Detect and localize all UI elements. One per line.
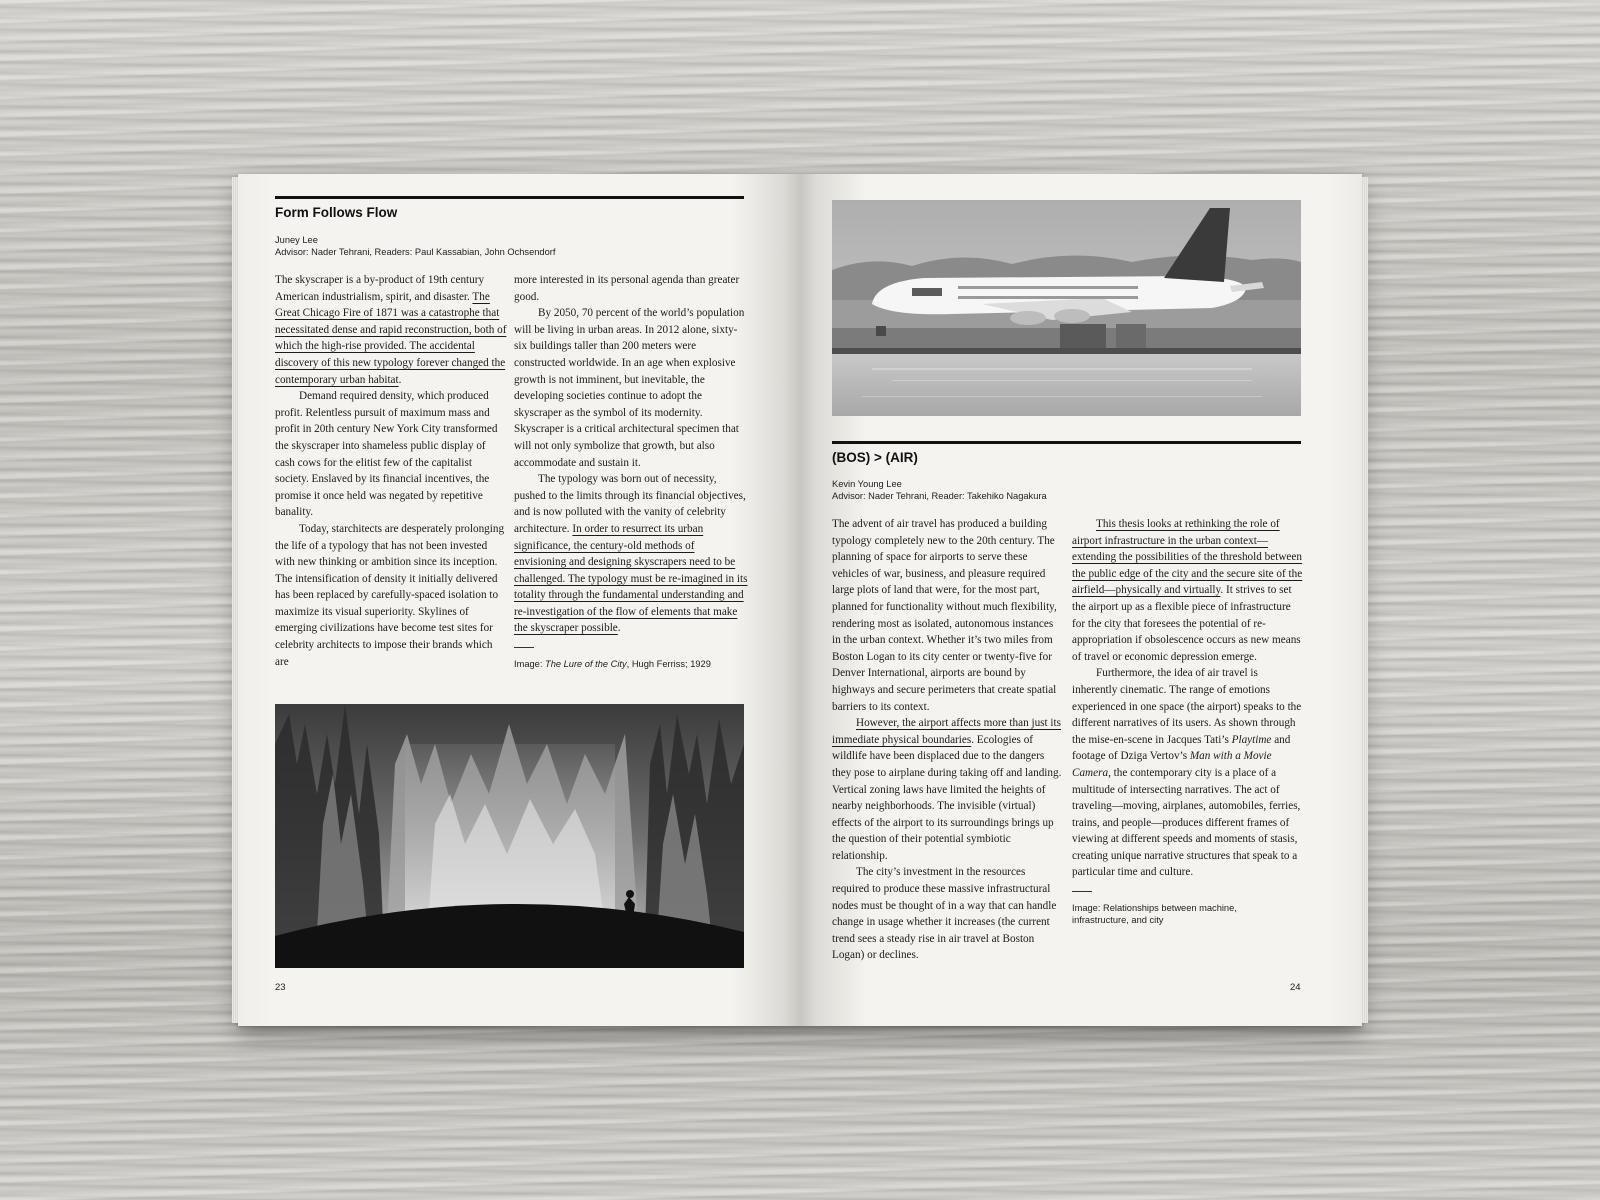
page-number: 24: [1290, 982, 1301, 993]
text-column-1: [832, 516, 1064, 964]
text-column-2: [1072, 516, 1304, 926]
page-number: 23: [275, 982, 286, 993]
underlined-text: In order to resurrect its urban significance, the century-old methods of envisioning and designing skyscrapers need to be challenged. The typology must be re-imagined in its totality through the fundamental understanding and re-investigation of the flow of elements that make the skyscraper possible: [514, 522, 748, 635]
image-caption: [1072, 902, 1304, 926]
advisor-line: Advisor: Nader Tehrani, Readers: Paul Kassabian, John Ochsendorf: [275, 247, 556, 257]
film-title: Playtime: [1231, 733, 1272, 746]
text-run: . Ecologies of wildlife have been displaced due to the dangers they pose to airplane during taking off and landing. Vertical zoning laws have limited the heights of nearby neighborhoods. The invisible (virtual) effects of the airport to its surroundings brings up the question of their potential symbiotic relationship.: [832, 733, 1062, 862]
paragraph: [1072, 665, 1304, 881]
film-title: Man with a Movie Camera: [1072, 750, 1272, 779]
paragraph: The advent of air travel has produced a building typology completely new to the 20th century. The planning of space for airports to serve these vehicles of war, business, and pleasure required large plots of land that were, for the most part, planned for functionality without much flexibility, rendering most as isolated, autonomous instances in the urban context. Whether it’s two miles from Boston Logan to its city center or twenty-five for Denver International, airports are bound by highways and secure perimeters that create spatial barriers to its context.: [832, 518, 1057, 713]
article-title: (BOS) > (AIR): [832, 450, 918, 465]
caption-work-title: The Lure of the City: [545, 659, 627, 670]
text-run: The typology was born out of necessity, pushed to the limits through its financial objectives, and is now polluted with the vanity of celebrity architecture.: [514, 473, 746, 535]
text-run: . It strives to set the airport up as a flexible piece of infrastructure for the city that foresees the potential of re-appropriation if obsolescence occurs as new means of travel or economic depression emerge.: [1072, 584, 1301, 663]
title-rule: [832, 441, 1301, 444]
paragraph: [832, 715, 1064, 864]
airport-photo: [832, 200, 1301, 416]
author-name: Juney Lee: [275, 235, 318, 245]
paragraph: The city’s investment in the resources required to produce these massive infrastructural nodes must be thought of in a way that can handle change in usage whether it increases (the current trend sees a steady rise in air travel at Boston Logan) or declines.: [832, 866, 1057, 962]
text-run: , the contemporary city is a place of a multitude of intersecting narratives. The act of traveling—moving, airplanes, automobiles, ferries, trains, and people—produces different frames of viewing at different speeds and moments of stasis, creating unique narrative structures that speak to a particular time and culture.: [1072, 766, 1301, 879]
underlined-text: The Great Chicago Fire of 1871 was a catastrophe that necessitated dense and rapid reconstruction, both of which the high-rise provided. The accidental discovery of this new typology forever changed the contemporary urban habitat: [275, 290, 507, 386]
paragraph: Today, starchitects are desperately prolonging the life of a typology that has not been invested with new thinking or ambition since its inception. The intensification of density it initially delivered has been replaced by carefully-spaced isolation to maximize its visual superiority. Skylines of emerging civilizations have become test sites for celebrity architects to impose their brands which are: [275, 522, 505, 668]
paragraph: Demand required density, which produced profit. Relentless pursuit of maximum mass and profit in 20th century New York City transformed the skyscraper into shameless public display of cash cows for the elitist few of the capitalist society. Enslaved by its financial incentives, the promise it once held was negated by repetitive banality.: [275, 390, 498, 519]
caption-rule: [514, 647, 534, 648]
page-edge-right: [1362, 177, 1368, 1023]
text-column-2: [514, 272, 748, 670]
underlined-text: This thesis looks at rethinking the role of airport infrastructure in the urban context—extending the possibilities of the threshold between the public edge of the city and the secure site of the airfield—physically and virtually: [1072, 518, 1303, 597]
caption-rule: [1072, 891, 1092, 892]
caption-suffix: , Hugh Ferriss; 1929: [626, 659, 711, 670]
caption-prefix: Image:: [514, 659, 546, 670]
author-byline: [275, 234, 555, 258]
skyline-illustration: [275, 704, 744, 968]
article-title: Form Follows Flow: [275, 205, 398, 220]
right-page: [800, 174, 1362, 1026]
paragraph: [275, 272, 507, 388]
paragraph: more interested in its personal agenda than greater good.: [514, 274, 740, 303]
paragraph: [514, 471, 748, 637]
paragraph: [1072, 516, 1304, 665]
text-run: .: [617, 622, 621, 635]
caption-line: infrastructure, and city: [1072, 915, 1164, 926]
left-page: [238, 174, 800, 1026]
text-column-1: [275, 272, 507, 670]
text-run: .: [398, 373, 402, 386]
underlined-text: However, the airport affects more than just its immediate physical boundaries: [832, 717, 1062, 746]
text-run: Furthermore, the idea of air travel is inherently cinematic. The range of emotions experienced in one space (the airport) speaks to the different narratives of its users. As shown through the mise-en-scene in Jacques Tati’s: [1072, 667, 1302, 746]
city-drawing-icon: [275, 704, 744, 968]
text-run: The skyscraper is a by-product of 19th century American industrialism, spirit, and disaster.: [275, 274, 485, 303]
author-byline: [832, 478, 1047, 502]
airplane-photo-icon: [832, 200, 1301, 416]
text-run: and footage of Dziga Vertov’s: [1072, 733, 1291, 763]
image-caption: [514, 658, 748, 670]
open-booklet: [238, 174, 1362, 1026]
title-rule: [275, 196, 744, 199]
caption-line: Image: Relationships between machine,: [1072, 903, 1237, 914]
paragraph: By 2050, 70 percent of the world’s population will be living in urban areas. In 2012 alone, sixty-six buildings taller than 200 meters were constructed worldwide. In an age when explosive growth is not imminent, but inevitable, the developing societies continue to adopt the skyscraper as the symbol of its modernity. Skyscraper is a critical architectural specimen that will not only symbolize that growth, but also accommodate and sustain it.: [514, 307, 745, 469]
author-name: Kevin Young Lee: [832, 479, 902, 489]
advisor-line: Advisor: Nader Tehrani, Reader: Takehiko Nagakura: [832, 491, 1047, 501]
